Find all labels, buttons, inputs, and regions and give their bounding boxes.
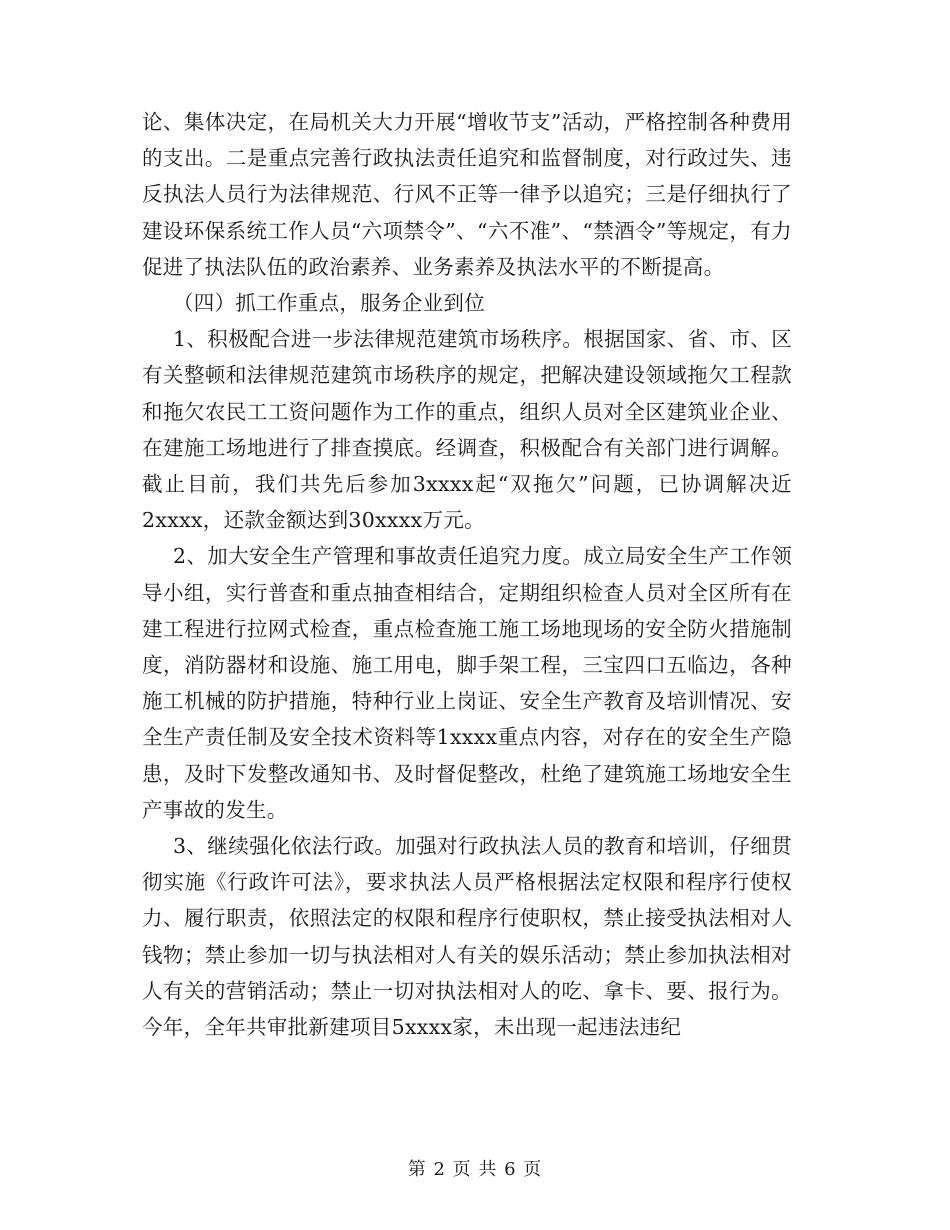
page-number-footer: 第 2 页 共 6 页: [407, 1159, 543, 1180]
paragraph-item-1: 1、积极配合进一步法律规范建筑市场秩序。根据国家、省、市、区有关整顿和法律规范建筑市场秩序的规定，把解决建设领域拖欠工程款和拖欠农民工工资问题作为工作的重点，组织人员对全区建筑业企业、在建施工场地进行了排查摸底。经调查，积极配合有关部门进行调解。截止目前，我们共先后参加3xxxx起“双拖欠”问题，已协调解决近2xxxx，还款金额达到30xxxx万元。: [142, 327, 792, 533]
section-heading: （四）抓工作重点，服务企业到位: [173, 291, 485, 316]
paragraph-item-3: 3、继续强化依法行政。加强对行政执法人员的教育和培训，仔细贯彻实施《行政许可法》，要求执法人员严格根据法定权限和程序行使权力、履行职责，依照法定的权限和程序行使职权，禁止接受执法相对人钱物；禁止参加一切与执法相对人有关的娱乐活动；禁止参加执法相对人有关的营销活动；禁止一切对执法相对人的吃、拿卡、要、报行为。今年，全年共审批新建项目5xxxx家，未出现一起违法违纪: [142, 834, 792, 1040]
document-body: [142, 104, 792, 1045]
paragraph-continued: 论、集体决定，在局机关大力开展“增收节支”活动，严格控制各种费用的支出。二是重点完善行政执法责任追究和监督制度，对行政过失、违反执法人员行为法律规范、行风不正等一律予以追究；三是仔细执行了建设环保系统工作人员“六项禁令”、“六不准”、“禁酒令”等规定，有力促进了执法队伍的政治素养、业务素养及执法水平的不断提高。: [142, 110, 792, 279]
paragraph-item-2: 2、加大安全生产管理和事故责任追究力度。成立局安全生产工作领导小组，实行普查和重点抽查相结合，定期组织检查人员对全区所有在建工程进行拉网式检查，重点检查施工施工场地现场的安全防火措施制度，消防器材和设施、施工用电，脚手架工程，三宝四口五临边，各种施工机械的防护措施，特种行业上岗证、安全生产教育及培训情况、安全生产责任制及安全技术资料等1xxxx重点内容，对存在的安全生产隐患，及时下发整改通知书、及时督促整改，杜绝了建筑施工场地安全生产事故的发生。: [142, 544, 792, 822]
